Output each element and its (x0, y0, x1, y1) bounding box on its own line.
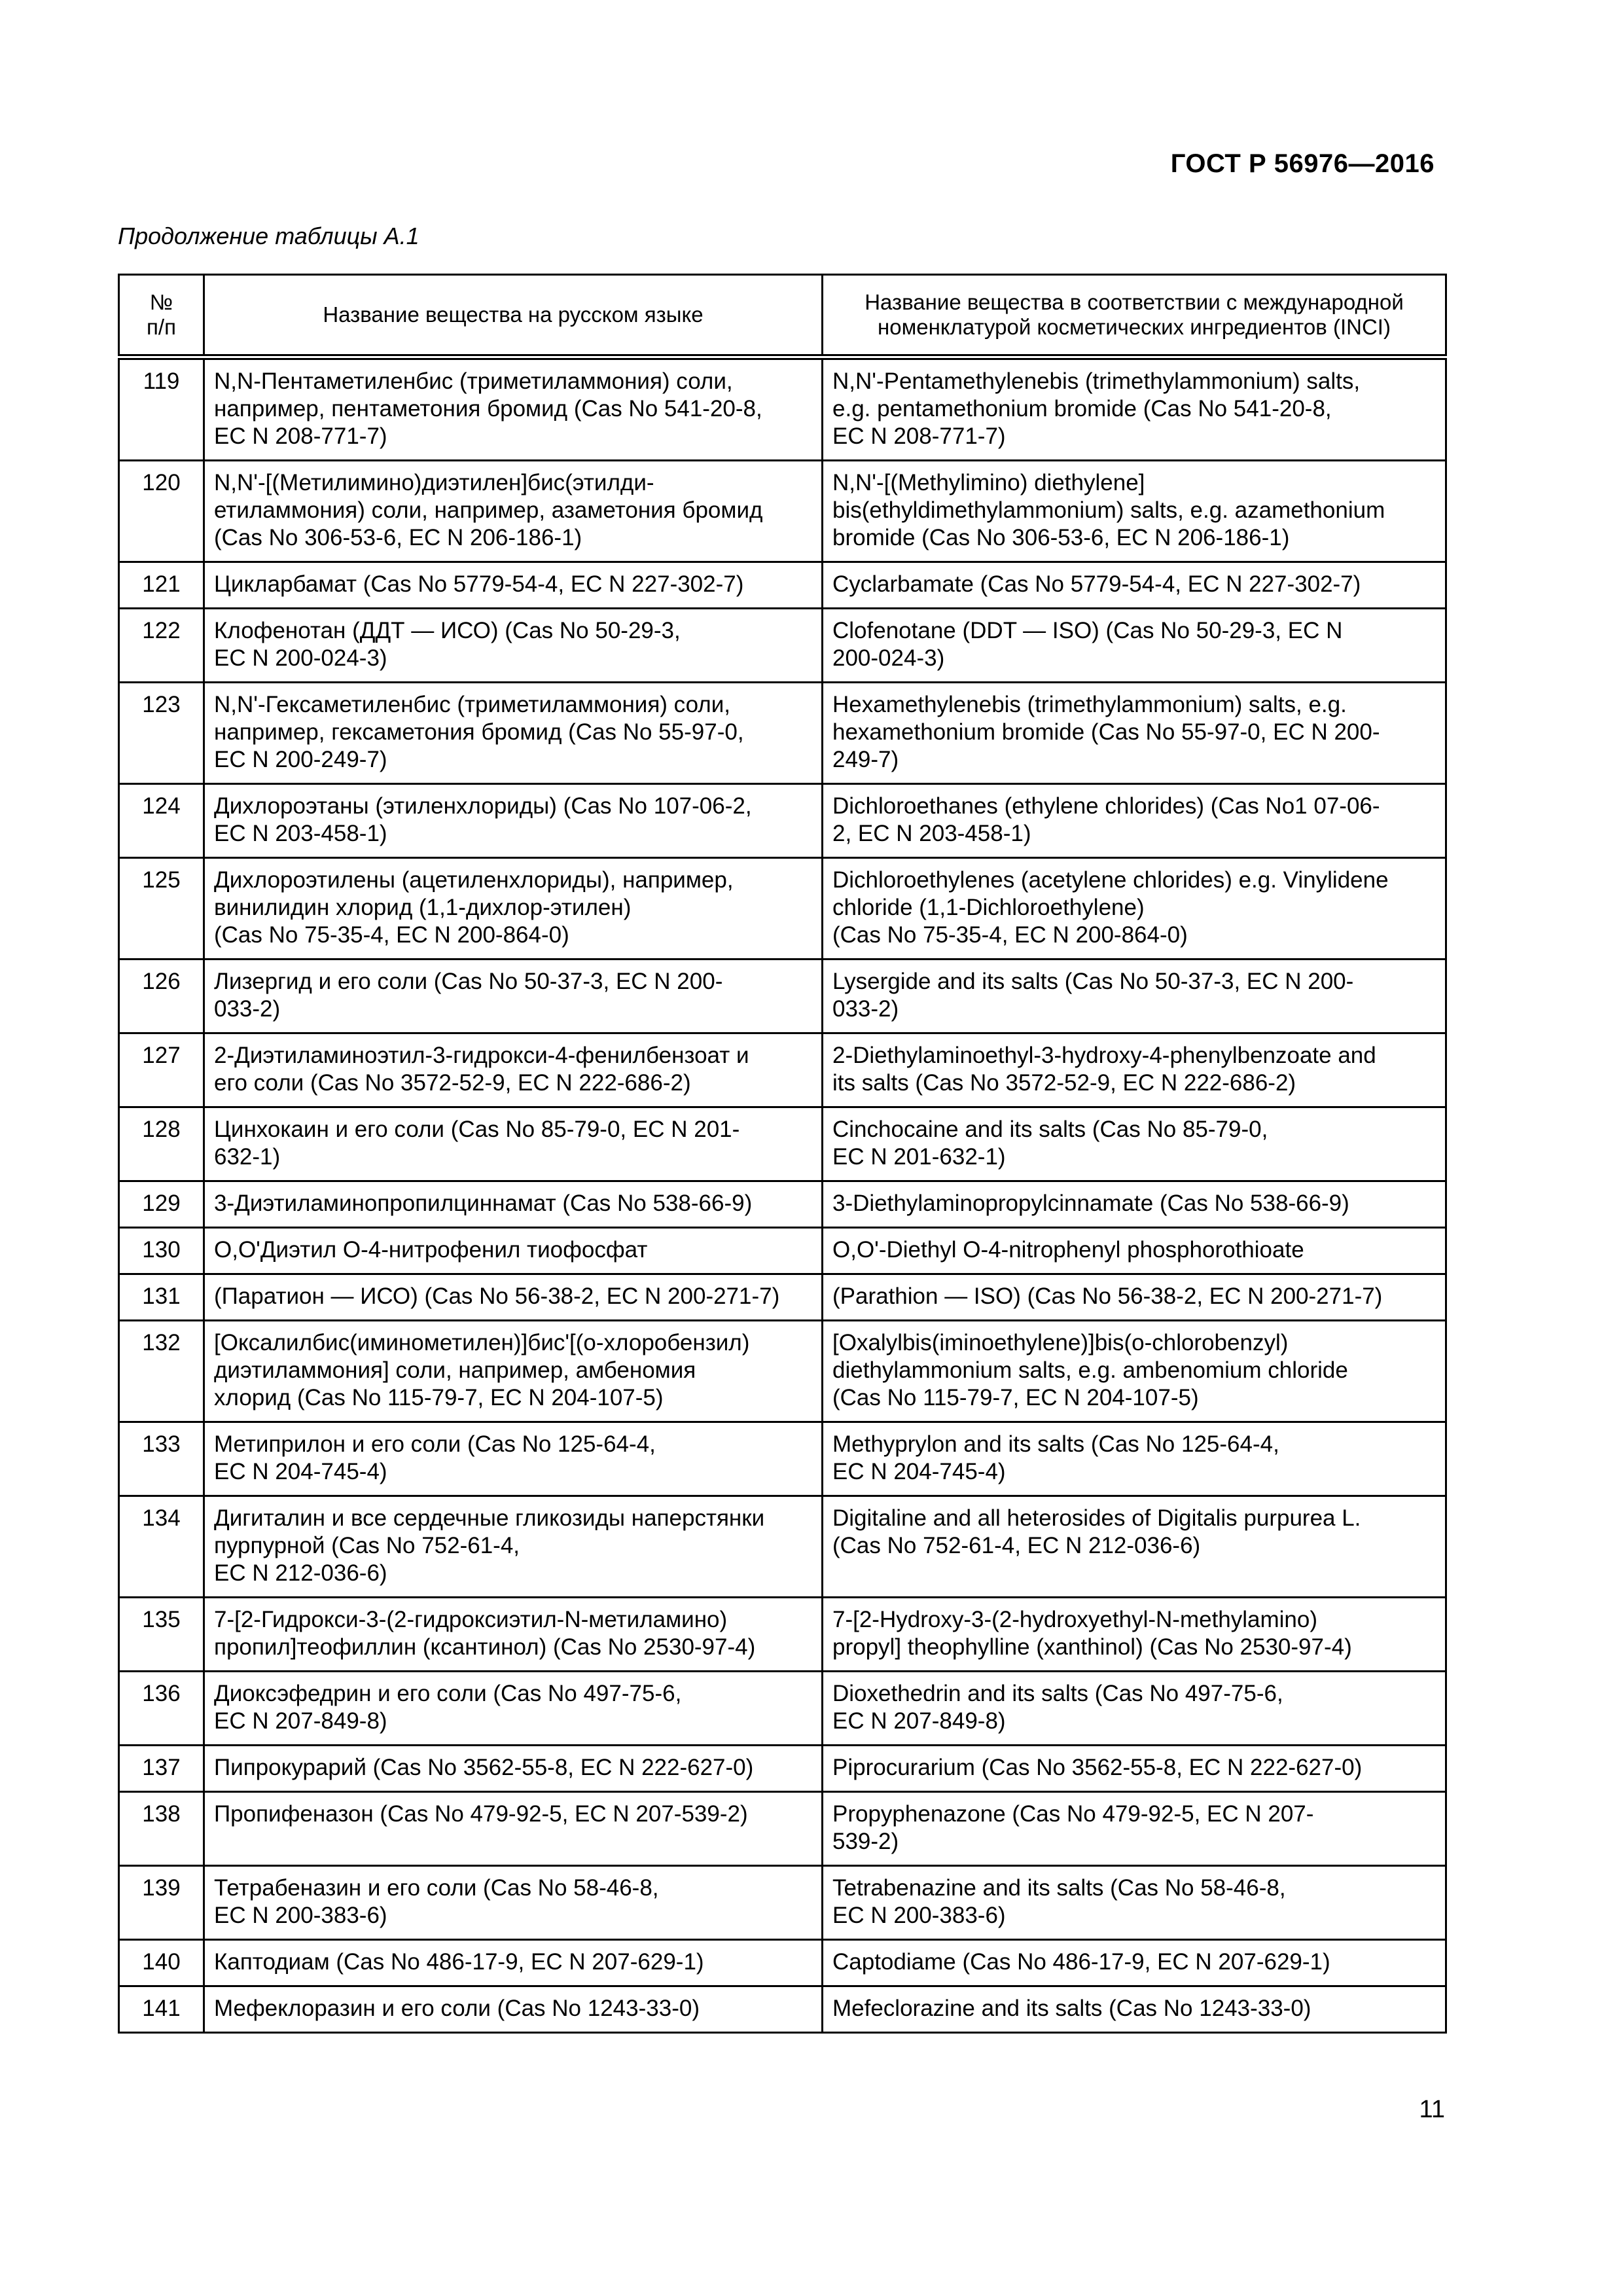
row-number: 137 (119, 1746, 204, 1792)
inci-name-cell: Cyclarbamate (Cas No 5779-54-4, EC N 227-302-7) (823, 562, 1446, 609)
russian-name-cell: [Оксалилбис(иминометилен)]бис'[(o-хлоробензил) диэтиламмония] соли, например, амбеномия хлорид (Cas No 115-79-7, EC N 204-107-5) (204, 1321, 823, 1422)
table-row (119, 1672, 1446, 1746)
row-number: 136 (119, 1672, 204, 1746)
russian-name-cell: 3-Диэтиламинопропилциннамат (Cas No 538-66-9) (204, 1181, 823, 1228)
table-row (119, 784, 1446, 858)
row-number: 120 (119, 461, 204, 562)
inci-name-cell: Lysergide and its salts (Cas No 50-37-3, EC N 200- 033-2) (823, 960, 1446, 1033)
row-number: 123 (119, 683, 204, 784)
column-header-number: № п/п (119, 275, 204, 357)
russian-name-cell: N,N'-[(Метилимино)диэтилен]бис(этилди- етиламмония) соли, например, азаметония бромид (Cas No 306-53-6, EC N 206-186-1) (204, 461, 823, 562)
table-body (119, 357, 1446, 2033)
inci-name-cell: Clofenotane (DDT — ISO) (Cas No 50-29-3, EC N 200-024-3) (823, 609, 1446, 683)
russian-name-cell: 2-Диэтиламиноэтил-3-гидрокси-4-фенилбензоат и его соли (Cas No 3572-52-9, EC N 222-686-2) (204, 1033, 823, 1107)
table-row (119, 1107, 1446, 1181)
table-row (119, 1866, 1446, 1940)
russian-name-cell: N,N-Пентаметиленбис (триметиламмония) соли, например, пентаметония бромид (Cas No 541-20-8, EC N 208-771-7) (204, 357, 823, 461)
russian-name-cell: Мефеклоразин и его соли (Cas No 1243-33-0) (204, 1986, 823, 2033)
table-row (119, 461, 1446, 562)
inci-name-cell: 2-Diethylaminoethyl-3-hydroxy-4-phenylbenzoate and its salts (Cas No 3572-52-9, EC N 222-686-2) (823, 1033, 1446, 1107)
row-number: 139 (119, 1866, 204, 1940)
inci-name-cell: Dioxethedrin and its salts (Cas No 497-75-6, EC N 207-849-8) (823, 1672, 1446, 1746)
column-header-russian-name: Название вещества на русском языке (204, 275, 823, 357)
inci-name-cell: [Oxalylbis(iminoethylene)]bis(o-chlorobenzyl) diethylammonium salts, e.g. ambenomium chloride (Cas No 115-79-7, EC N 204-107-5) (823, 1321, 1446, 1422)
russian-name-cell: Цикларбамат (Cas No 5779-54-4, EC N 227-302-7) (204, 562, 823, 609)
inci-name-cell: Digitaline and all heterosides of Digitalis purpurea L. (Cas No 752-61-4, EC N 212-036-6) (823, 1496, 1446, 1598)
russian-name-cell: (Паратион — ИСО) (Cas No 56-38-2, EC N 200-271-7) (204, 1274, 823, 1321)
russian-name-cell: N,N'-Гексаметиленбис (триметиламмония) соли, например, гексаметония бромид (Cas No 55-97-0, EC N 200-249-7) (204, 683, 823, 784)
row-number: 138 (119, 1792, 204, 1866)
inci-name-cell: 7-[2-Hydroxy-3-(2-hydroxyethyl-N-methylamino) propyl] theophylline (xanthinol) (Cas No 2530-97-4) (823, 1598, 1446, 1672)
russian-name-cell: O,O'Диэтил O-4-нитрофенил тиофосфат (204, 1228, 823, 1274)
row-number: 131 (119, 1274, 204, 1321)
russian-name-cell: Тетрабеназин и его соли (Cas No 58-46-8, EC N 200-383-6) (204, 1866, 823, 1940)
inci-name-cell: 3-Diethylaminopropylcinnamate (Cas No 538-66-9) (823, 1181, 1446, 1228)
table-row (119, 960, 1446, 1033)
russian-name-cell: Каптодиам (Cas No 486-17-9, EC N 207-629-1) (204, 1940, 823, 1986)
table-row (119, 1496, 1446, 1598)
table-row (119, 1228, 1446, 1274)
russian-name-cell: Клофенотан (ДДТ — ИСО) (Cas No 50-29-3, EC N 200-024-3) (204, 609, 823, 683)
row-number: 129 (119, 1181, 204, 1228)
row-number: 121 (119, 562, 204, 609)
inci-name-cell: O,O'-Diethyl O-4-nitrophenyl phosphorothioate (823, 1228, 1446, 1274)
inci-name-cell: Mefeclorazine and its salts (Cas No 1243-33-0) (823, 1986, 1446, 2033)
inci-name-cell: Dichloroethylenes (acetylene chlorides) e.g. Vinylidene chloride (1,1-Dichloroethylene) (Cas No 75-35-4, EC N 200-864-0) (823, 858, 1446, 960)
row-number: 133 (119, 1422, 204, 1496)
russian-name-cell: Пропифеназон (Cas No 479-92-5, EC N 207-539-2) (204, 1792, 823, 1866)
table-row (119, 1274, 1446, 1321)
russian-name-cell: Диоксэфедрин и его соли (Cas No 497-75-6, EC N 207-849-8) (204, 1672, 823, 1746)
inci-name-cell: Tetrabenazine and its salts (Cas No 58-46-8, EC N 200-383-6) (823, 1866, 1446, 1940)
inci-name-cell: N,N'-Pentamethylenebis (trimethylammonium) salts, e.g. pentamethonium bromide (Cas No 541-20-8, EC N 208-771-7) (823, 357, 1446, 461)
row-number: 134 (119, 1496, 204, 1598)
russian-name-cell: Пипрокурарий (Cas No 3562-55-8, EC N 222-627-0) (204, 1746, 823, 1792)
page-number: 11 (1419, 2096, 1445, 2123)
table-row (119, 683, 1446, 784)
row-number: 124 (119, 784, 204, 858)
row-number: 130 (119, 1228, 204, 1274)
inci-name-cell: Piprocurarium (Cas No 3562-55-8, EC N 222-627-0) (823, 1746, 1446, 1792)
table-caption: Продолжение таблицы А.1 (118, 223, 419, 249)
table-row (119, 1598, 1446, 1672)
substances-table (118, 274, 1447, 2034)
russian-name-cell: Дихлороэтаны (этиленхлориды) (Cas No 107-06-2, EC N 203-458-1) (204, 784, 823, 858)
table-row (119, 609, 1446, 683)
row-number: 119 (119, 357, 204, 461)
russian-name-cell: Дигиталин и все сердечные гликозиды наперстянки пурпурной (Cas No 752-61-4, EC N 212-036-6) (204, 1496, 823, 1598)
column-header-inci-name: Название вещества в соответствии с международной номенклатурой косметических ингредиентов (INCI) (823, 275, 1446, 357)
russian-name-cell: Лизергид и его соли (Cas No 50-37-3, EC N 200- 033-2) (204, 960, 823, 1033)
russian-name-cell: Дихлороэтилены (ацетиленхлориды), например, винилидин хлорид (1,1-дихлор-этилен) (Cas No 75-35-4, EC N 200-864-0) (204, 858, 823, 960)
inci-name-cell: Propyphenazone (Cas No 479-92-5, EC N 207- 539-2) (823, 1792, 1446, 1866)
inci-name-cell: (Parathion — ISO) (Cas No 56-38-2, EC N 200-271-7) (823, 1274, 1446, 1321)
russian-name-cell: 7-[2-Гидрокси-3-(2-гидроксиэтил-N-метиламино) пропил]теофиллин (ксантинол) (Cas No 2530-97-4) (204, 1598, 823, 1672)
inci-name-cell: Hexamethylenebis (trimethylammonium) salts, e.g. hexamethonium bromide (Cas No 55-97-0, EC N 200- 249-7) (823, 683, 1446, 784)
row-number: 127 (119, 1033, 204, 1107)
russian-name-cell: Метиприлон и его соли (Cas No 125-64-4, EC N 204-745-4) (204, 1422, 823, 1496)
inci-name-cell: Dichloroethanes (ethylene chlorides) (Cas No1 07-06- 2, EC N 203-458-1) (823, 784, 1446, 858)
table-row (119, 1181, 1446, 1228)
row-number: 135 (119, 1598, 204, 1672)
row-number: 141 (119, 1986, 204, 2033)
document-code: ГОСТ Р 56976—2016 (1170, 149, 1435, 178)
table-row (119, 1940, 1446, 1986)
table-row (119, 357, 1446, 461)
inci-name-cell: N,N'-[(Methylimino) diethylene] bis(ethyldimethylammonium) salts, e.g. azamethonium bromide (Cas No 306-53-6, EC N 206-186-1) (823, 461, 1446, 562)
table-row (119, 1321, 1446, 1422)
table-row (119, 1746, 1446, 1792)
row-number: 132 (119, 1321, 204, 1422)
inci-name-cell: Cinchocaine and its salts (Cas No 85-79-0, EC N 201-632-1) (823, 1107, 1446, 1181)
table-row (119, 1033, 1446, 1107)
inci-name-cell: Captodiame (Cas No 486-17-9, EC N 207-629-1) (823, 1940, 1446, 1986)
table-row (119, 858, 1446, 960)
table-row (119, 562, 1446, 609)
row-number: 128 (119, 1107, 204, 1181)
row-number: 122 (119, 609, 204, 683)
russian-name-cell: Цинхокаин и его соли (Cas No 85-79-0, EC N 201- 632-1) (204, 1107, 823, 1181)
table-row (119, 1986, 1446, 2033)
row-number: 125 (119, 858, 204, 960)
table-row (119, 1792, 1446, 1866)
row-number: 140 (119, 1940, 204, 1986)
inci-name-cell: Methyprylon and its salts (Cas No 125-64-4, EC N 204-745-4) (823, 1422, 1446, 1496)
row-number: 126 (119, 960, 204, 1033)
table-row (119, 1422, 1446, 1496)
table-header-row (119, 275, 1446, 357)
